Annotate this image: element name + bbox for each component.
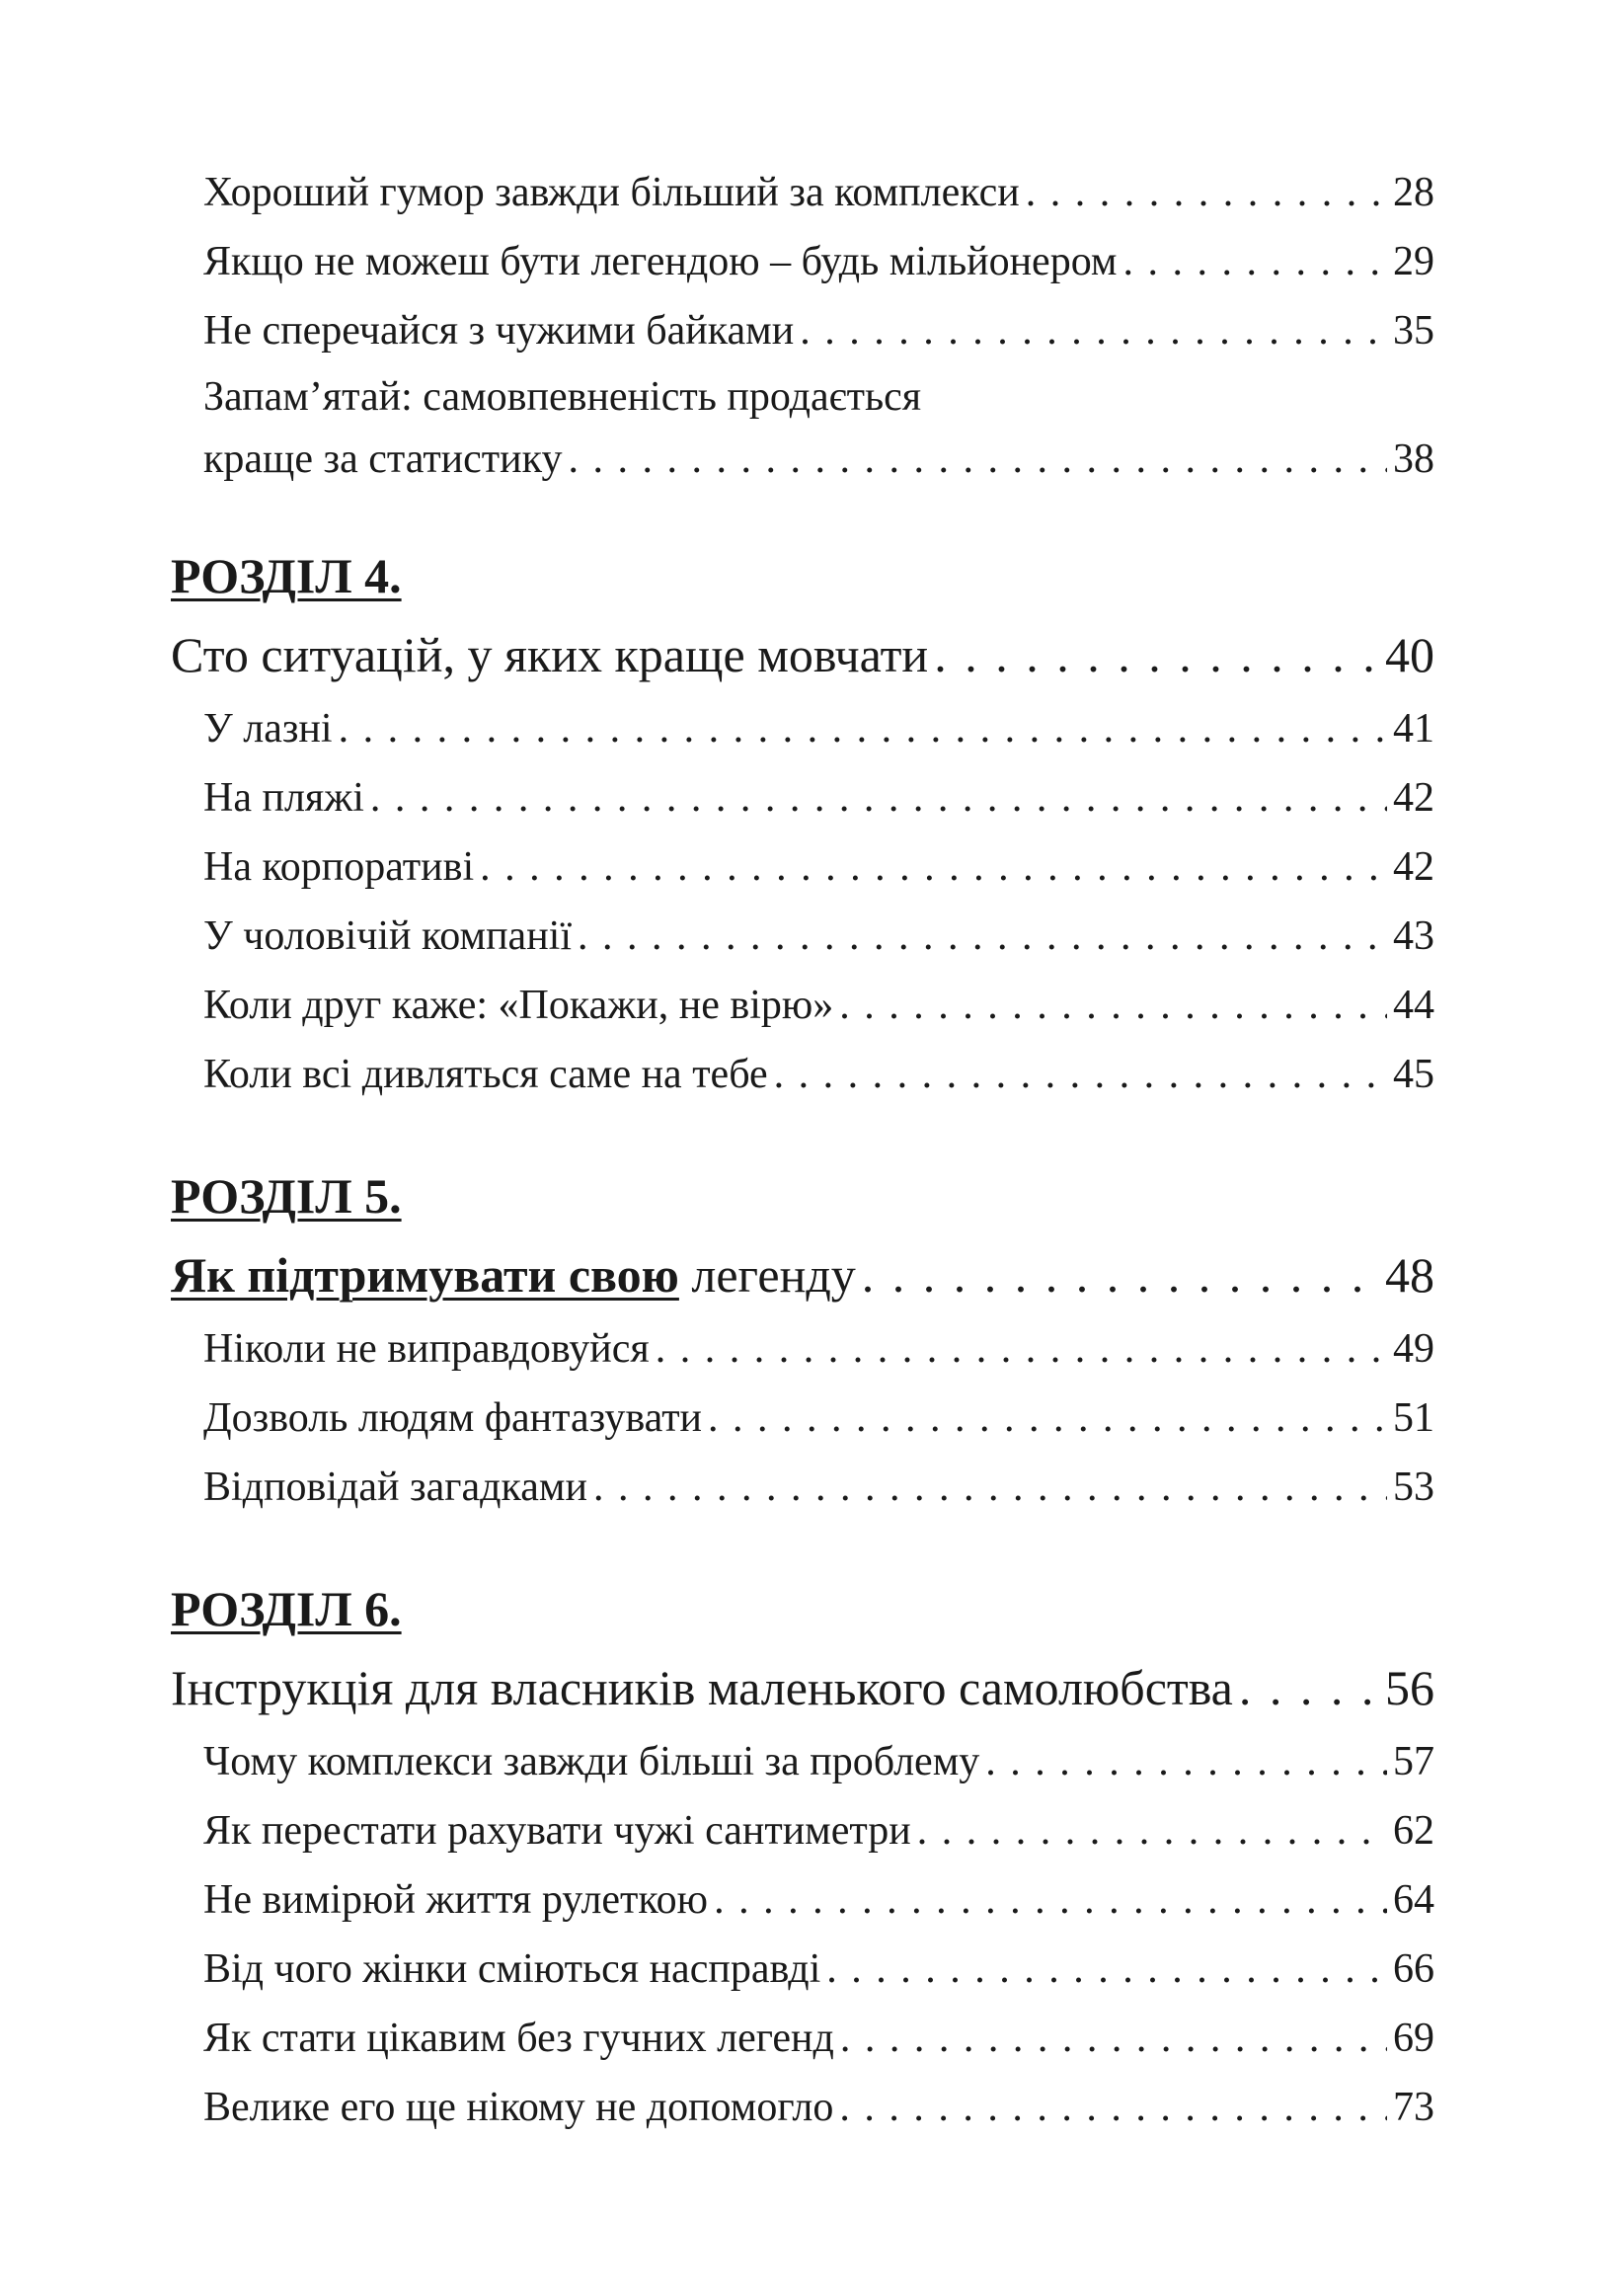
toc-entry[interactable] [171, 1453, 1434, 1522]
toc-entry-page: 73 [1393, 2085, 1434, 2130]
toc-entry-title: Не вимірюй життя рулеткою [203, 1877, 709, 1923]
toc-entry-title-line2: краще за статистику [203, 436, 563, 482]
toc-entry-page: 69 [1393, 2016, 1434, 2061]
dot-leader [339, 708, 1387, 750]
toc-entry[interactable] [171, 296, 1434, 365]
toc-entry-multiline[interactable] [171, 365, 1434, 489]
toc-entry-page: 44 [1393, 983, 1434, 1028]
toc-entry-page: 62 [1393, 1808, 1434, 1854]
dot-leader [593, 1466, 1387, 1508]
dot-leader [985, 1741, 1387, 1782]
toc-entry-page: 35 [1393, 308, 1434, 354]
toc-entry-title: Не сперечайся з чужими байками [203, 308, 795, 354]
toc-entry[interactable] [171, 1040, 1434, 1109]
chapter-page: 40 [1385, 627, 1434, 682]
toc-entry-page: 42 [1393, 775, 1434, 821]
chapter-title-bold: Як підтримувати свою [171, 1247, 679, 1303]
toc-entry-page: 51 [1393, 1395, 1434, 1441]
toc-entry[interactable] [171, 1796, 1434, 1865]
toc-entry[interactable] [171, 832, 1434, 902]
dot-leader [934, 630, 1379, 679]
chapter-page: 56 [1385, 1660, 1434, 1715]
toc-entry[interactable] [171, 2073, 1434, 2142]
dot-leader [656, 1328, 1387, 1370]
dot-leader [1122, 241, 1387, 282]
dot-leader [800, 310, 1387, 352]
dot-leader [568, 438, 1387, 480]
toc-entry-title: Відповідай загадками [203, 1465, 587, 1510]
toc-entry-page: 64 [1393, 1877, 1434, 1923]
toc-entry[interactable] [171, 763, 1434, 832]
chapter-title-text: Інструкція для власників маленького самолюбства [171, 1660, 1233, 1715]
toc-entry-page: 43 [1393, 913, 1434, 959]
toc-entry[interactable] [171, 1314, 1434, 1384]
dot-leader [862, 1250, 1379, 1300]
toc-entry[interactable] [171, 1935, 1434, 2004]
toc-entry[interactable] [171, 902, 1434, 971]
toc-entry-page: 29 [1393, 239, 1434, 284]
chapter-title[interactable] [171, 1235, 1434, 1314]
toc-entry[interactable] [171, 971, 1434, 1040]
chapter-title-text [171, 1247, 856, 1303]
dot-leader [370, 777, 1387, 819]
toc-entry[interactable] [171, 1865, 1434, 1935]
toc-entry-page: 41 [1393, 706, 1434, 752]
dot-leader [839, 2087, 1387, 2128]
dot-leader [1026, 172, 1387, 213]
chapter-label: РОЗДІЛ 6. [171, 1581, 402, 1636]
dot-leader [774, 1054, 1387, 1095]
toc-entry[interactable] [171, 158, 1434, 227]
dot-leader [826, 1948, 1387, 1990]
toc-entry-page: 49 [1393, 1326, 1434, 1372]
toc-entry-page: 28 [1393, 170, 1434, 215]
chapter-title-text: Сто ситуацій, у яких краще мовчати [171, 627, 929, 682]
toc-entry-title: Чому комплекси завжди більші за проблему [203, 1739, 980, 1784]
chapter-title-rest: легенду [678, 1247, 856, 1303]
toc-entry-page: 38 [1393, 436, 1434, 482]
toc-entry-title: Як стати цікавим без гучних легенд [203, 2016, 834, 2061]
chapter-title[interactable] [171, 615, 1434, 694]
dot-leader [1239, 1663, 1379, 1712]
toc-entry-title: Від чого жінки сміються насправді [203, 1946, 821, 1992]
dot-leader [917, 1810, 1387, 1852]
toc-entry[interactable] [171, 2004, 1434, 2073]
toc-entry-title: Ніколи не виправдовуйся [203, 1326, 650, 1372]
toc-entry-title: У чоловічій компанії [203, 913, 573, 959]
toc-entry-title: Якщо не можеш бути легендою – будь мільйонером [203, 239, 1118, 284]
dot-leader [708, 1397, 1387, 1439]
toc-entry-title: Коли всі дивляться саме на тебе [203, 1052, 768, 1097]
chapter-title[interactable] [171, 1648, 1434, 1727]
toc-entry[interactable] [171, 1727, 1434, 1796]
chapter-label: РОЗДІЛ 5. [171, 1168, 402, 1224]
dot-leader [714, 1879, 1387, 1921]
toc-entry-title-line1: Запам’ятай: самовпевненість продається [203, 374, 922, 420]
toc-entry-page: 66 [1393, 1946, 1434, 1992]
toc-entry-title: На корпоративі [203, 844, 475, 890]
dot-leader [578, 915, 1387, 957]
toc-entry-title: Хороший гумор завжди більший за комплекси [203, 170, 1020, 215]
dot-leader [480, 846, 1387, 888]
toc-entry-title: Велике его ще нікому не допомогло [203, 2085, 834, 2130]
toc-entry-page: 53 [1393, 1465, 1434, 1510]
toc-entry-title: У лазні [203, 706, 333, 752]
toc-entry-title: Як перестати рахувати чужі сантиметри [203, 1808, 911, 1854]
toc-entry[interactable] [171, 1384, 1434, 1453]
toc-entry-title: Коли друг каже: «Покажи, не вірю» [203, 983, 834, 1028]
table-of-contents [171, 158, 1434, 2142]
toc-entry[interactable] [171, 227, 1434, 296]
dot-leader [840, 2018, 1387, 2059]
toc-entry-title: На пляжі [203, 775, 364, 821]
toc-entry-page: 42 [1393, 844, 1434, 890]
chapter-label: РОЗДІЛ 4. [171, 548, 402, 603]
toc-entry-page: 45 [1393, 1052, 1434, 1097]
toc-entry-page: 57 [1393, 1739, 1434, 1784]
toc-entry-title: Дозволь людям фантазувати [203, 1395, 703, 1441]
toc-entry[interactable] [171, 694, 1434, 763]
chapter-page: 48 [1385, 1247, 1434, 1303]
dot-leader [839, 985, 1387, 1026]
